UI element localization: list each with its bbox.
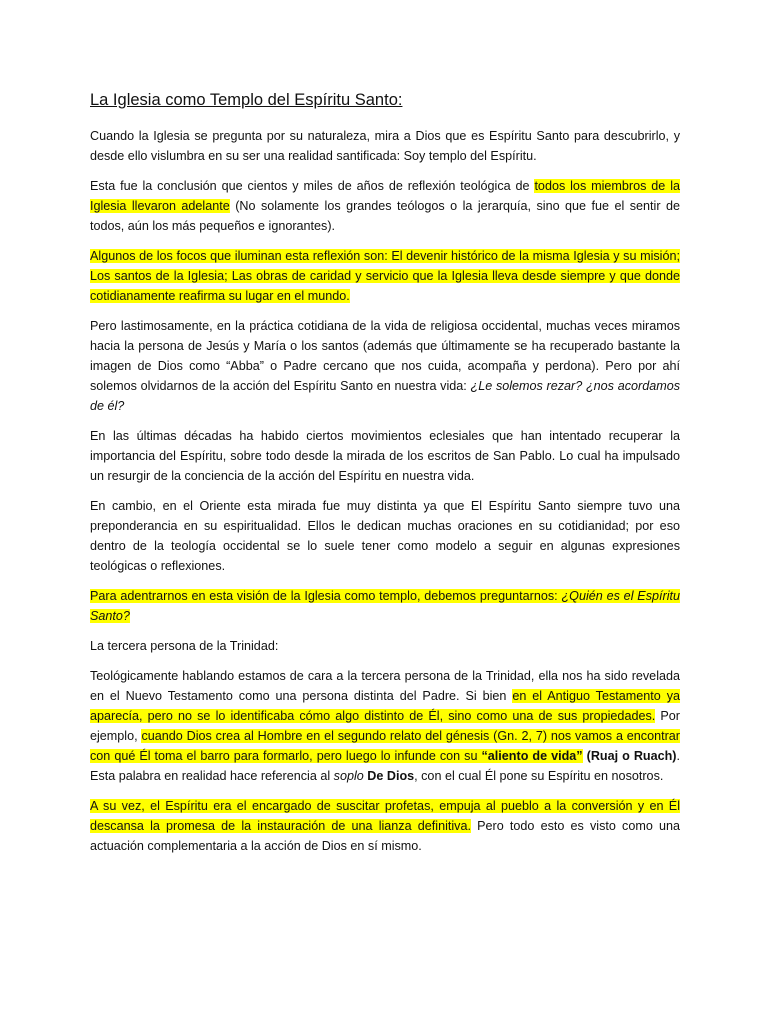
paragraph-8-highlight-a: en el Antiguo Testamento ya aparecía, pero no se lo identificaba cómo algo distinto de Él, sino como una de sus propiedades.	[90, 689, 681, 723]
paragraph-9-highlight: A su vez, el Espíritu era el encargado de suscitar profetas, empuja al pueblo a la conversión y en Él descansa la promesa de la instauración de una lianza definitiva.	[90, 799, 680, 833]
paragraph-3-highlight: Algunos de los focos que iluminan esta reflexión son: El devenir histórico de la misma Iglesia y su misión; Los santos de la Iglesia; Las obras de caridad y servicio que la Iglesia lleva desde siempre y que donde cotidianamente reafirma su lugar en el mundo.	[90, 249, 680, 303]
paragraph-8-highlight-b-text: cuando Dios crea al Hombre en el segundo relato del génesis (Gn. 2, 7) nos vamos a encontrar con qué Él toma el barro para formarlo, pero luego lo infunde con su	[90, 729, 680, 763]
paragraph-2-text-a: Esta fue la conclusión que cientos y miles de años de reflexión teológica de	[90, 179, 535, 193]
document-title: La Iglesia como Templo del Espíritu Santo:	[90, 91, 403, 109]
paragraph-7-highlight	[90, 589, 680, 623]
paragraph-4-question: ¿Le solemos rezar? ¿nos acordamos de él?	[90, 379, 680, 413]
paragraph-7-text: Para adentrarnos en esta visión de la Iglesia como templo, debemos preguntarnos:	[90, 589, 562, 603]
paragraph-7	[90, 586, 680, 626]
paragraph-3	[90, 246, 680, 306]
section-subheading: La tercera persona de la Trinidad:	[90, 639, 279, 653]
paragraph-2-text-b: (No solamente los grandes teólogos o la jerarquía, sino que fue el sentir de todos, aún los más pequeños e ignorantes).	[90, 199, 681, 233]
paragraph-8-text-d: , con el cual Él pone su Espíritu en nosotros.	[414, 769, 664, 783]
paragraph-2	[90, 176, 680, 236]
paragraph-8-soplo: soplo	[333, 769, 364, 783]
paragraph-4-text: Pero lastimosamente, en la práctica cotidiana de la vida de religiosa occidental, muchas veces miramos hacia la persona de Jesús y María o los santos (además que últimamente se ha recuperado bastante la imagen de Dios como “Abba” o Padre cercano que nos cuida, acompaña y perdona). Pero por ahí solemos olvidarnos de la acción del Espíritu Santo en nuestra vida:	[90, 319, 680, 393]
paragraph-8	[90, 666, 680, 786]
paragraph-8-de-dios: De Dios	[363, 769, 415, 783]
paragraph-9-text: Pero todo esto es visto como una actuación complementaria a la acción de Dios en sí mismo.	[90, 819, 681, 853]
paragraph-9	[90, 796, 680, 856]
paragraph-8-text-c: . Esta palabra en realidad hace referencia al	[90, 749, 681, 783]
paragraph-2-highlight: todos los miembros de la Iglesia llevaron adelante	[90, 179, 680, 213]
paragraph-7-question: ¿Quién es el Espíritu Santo?	[90, 589, 680, 623]
paragraph-1: Cuando la Iglesia se pregunta por su naturaleza, mira a Dios que es Espíritu Santo para descubrirlo, y desde ello vislumbra en su ser una realidad santificada: Soy templo del Espíritu.	[90, 129, 680, 163]
paragraph-8-text-b: Por ejemplo,	[90, 709, 680, 743]
paragraph-4	[90, 316, 680, 416]
paragraph-8-text-a: Teológicamente hablando estamos de cara a la tercera persona de la Trinidad, ella nos ha sido revelada en el Nuevo Testamento como una persona distinta del Padre. Si bien	[90, 669, 680, 703]
paragraph-6: En cambio, en el Oriente esta mirada fue muy distinta ya que El Espíritu Santo siempre tuvo una preponderancia en su espiritualidad. Ellos le dedican muchas oraciones en su cotidianidad; por eso dentro de la teología occidental se lo suele tener como modelo a seguir en algunas expresiones teológicas o reflexiones.	[90, 499, 680, 573]
document-page	[90, 88, 680, 866]
paragraph-8-aliento: “aliento de vida”	[481, 749, 583, 763]
paragraph-5: En las últimas décadas ha habido ciertos movimientos eclesiales que han intentado recuperar la importancia del Espíritu, sobre todo desde la mirada de los escritos de San Pablo. Lo cual ha impulsado un resurgir de la conciencia de la acción del Espíritu en nuestra vida.	[90, 429, 680, 483]
paragraph-8-ruach: (Ruaj o Ruach)	[582, 749, 677, 763]
